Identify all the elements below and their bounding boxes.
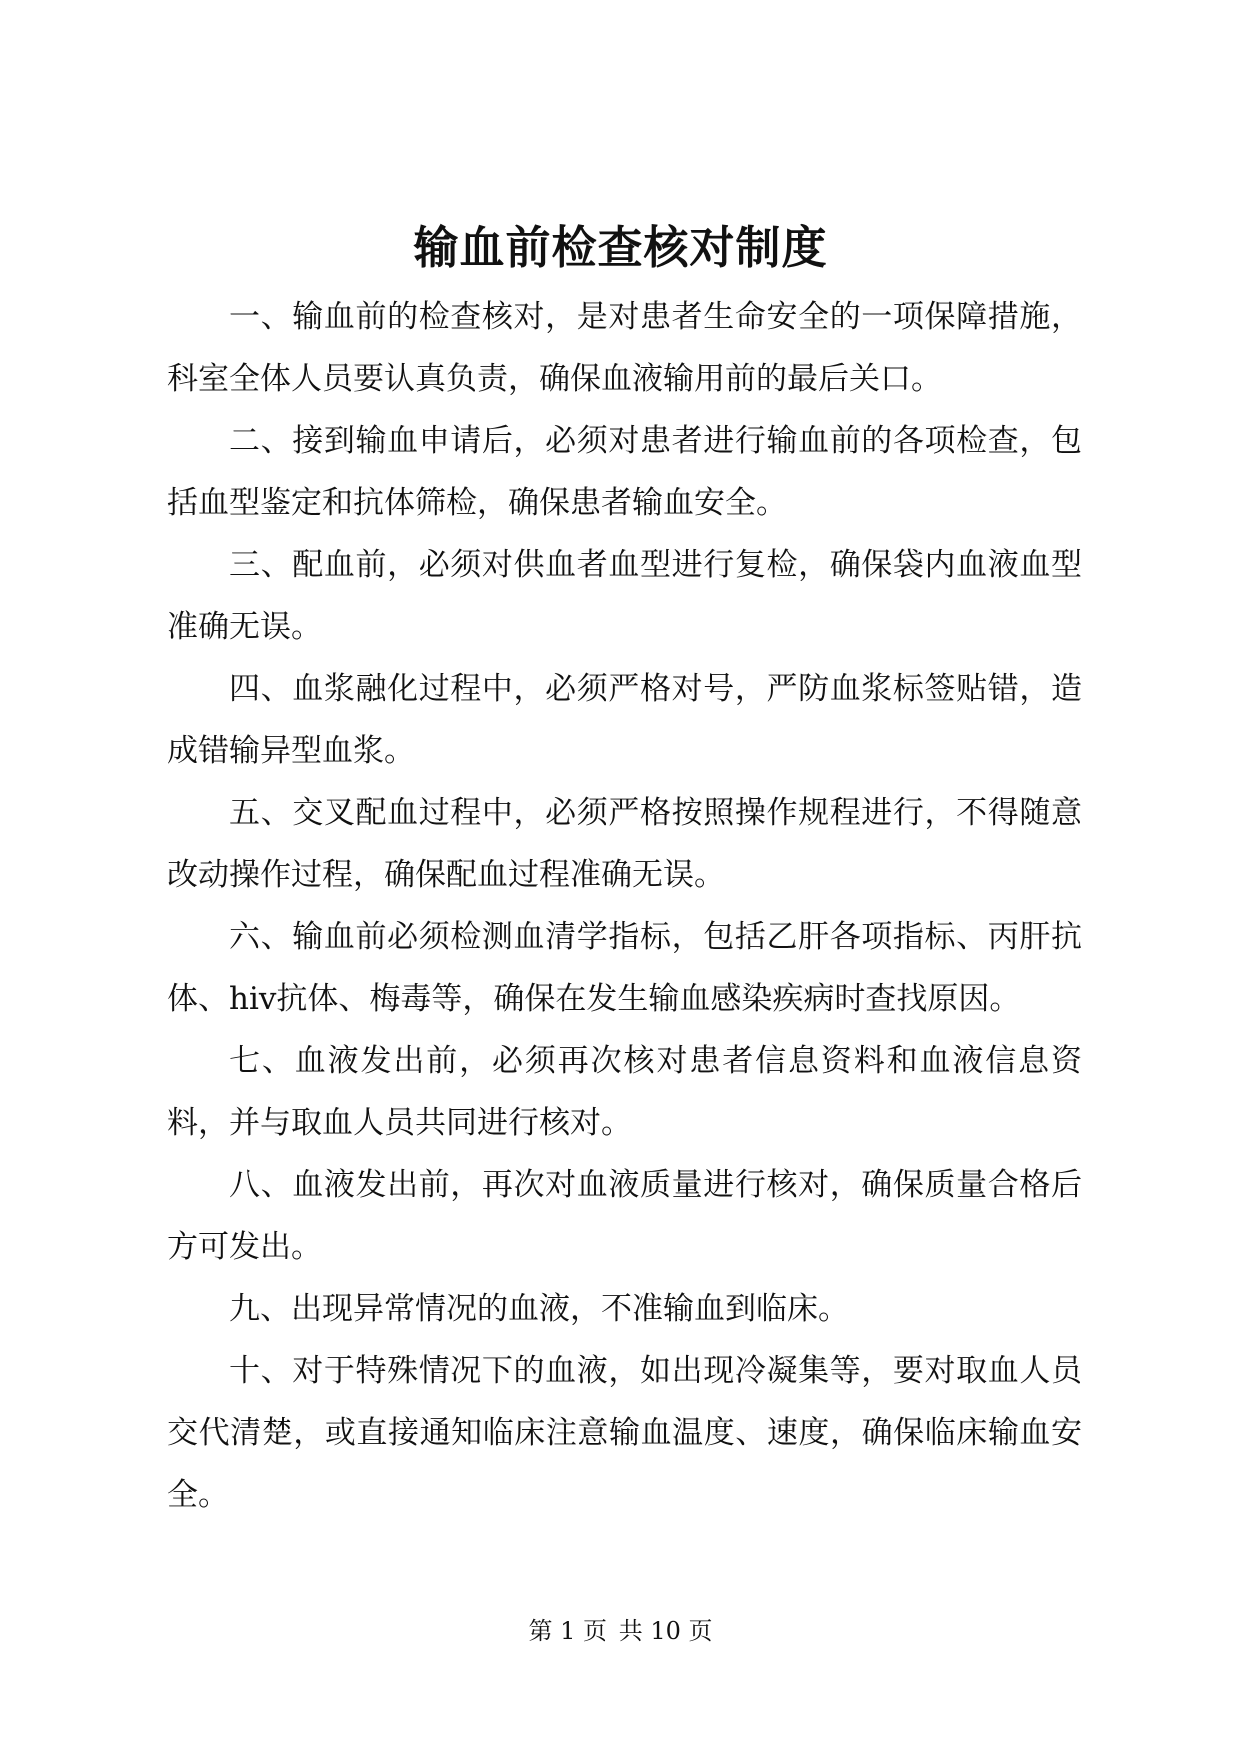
paragraph-2: 二、接到输血申请后，必须对患者进行输血前的各项检查，包括血型鉴定和抗体筛检，确保患者输血安全。 bbox=[167, 423, 1082, 521]
document-title: 输血前检查核对制度 bbox=[413, 221, 828, 274]
paragraph-9: 九、出现异常情况的血液，不准输血到临床。 bbox=[229, 1291, 849, 1327]
paragraph-5: 五、交叉配血过程中，必须严格按照操作规程进行，不得随意改动操作过程，确保配血过程准确无误。 bbox=[167, 795, 1082, 893]
paragraph-10: 十、对于特殊情况下的血液，如出现冷凝集等，要对取血人员交代清楚，或直接通知临床注意输血温度、速度，确保临床输血安全。 bbox=[167, 1353, 1082, 1513]
paragraph-4: 四、血浆融化过程中，必须严格对号，严防血浆标签贴错，造成错输异型血浆。 bbox=[167, 671, 1082, 769]
page-number-current: 第 1 页 bbox=[528, 1617, 608, 1645]
paragraph-6: 六、输血前必须检测血清学指标，包括乙肝各项指标、丙肝抗体、hiv抗体、梅毒等，确保在发生输血感染疾病时查找原因。 bbox=[167, 919, 1082, 1017]
document-body bbox=[167, 286, 1082, 1526]
page-number-total: 共 10 页 bbox=[618, 1617, 713, 1645]
paragraph-3: 三、配血前，必须对供血者血型进行复检，确保袋内血液血型准确无误。 bbox=[167, 547, 1082, 645]
paragraph-1: 一、输血前的检查核对，是对患者生命安全的一项保障措施，科室全体人员要认真负责，确保血液输用前的最后关口。 bbox=[167, 299, 1082, 397]
page-footer bbox=[0, 1616, 1241, 1646]
paragraph-8: 八、血液发出前，再次对血液质量进行核对，确保质量合格后方可发出。 bbox=[167, 1167, 1082, 1265]
paragraph-7: 七、血液发出前，必须再次核对患者信息资料和血液信息资料，并与取血人员共同进行核对。 bbox=[167, 1043, 1082, 1141]
